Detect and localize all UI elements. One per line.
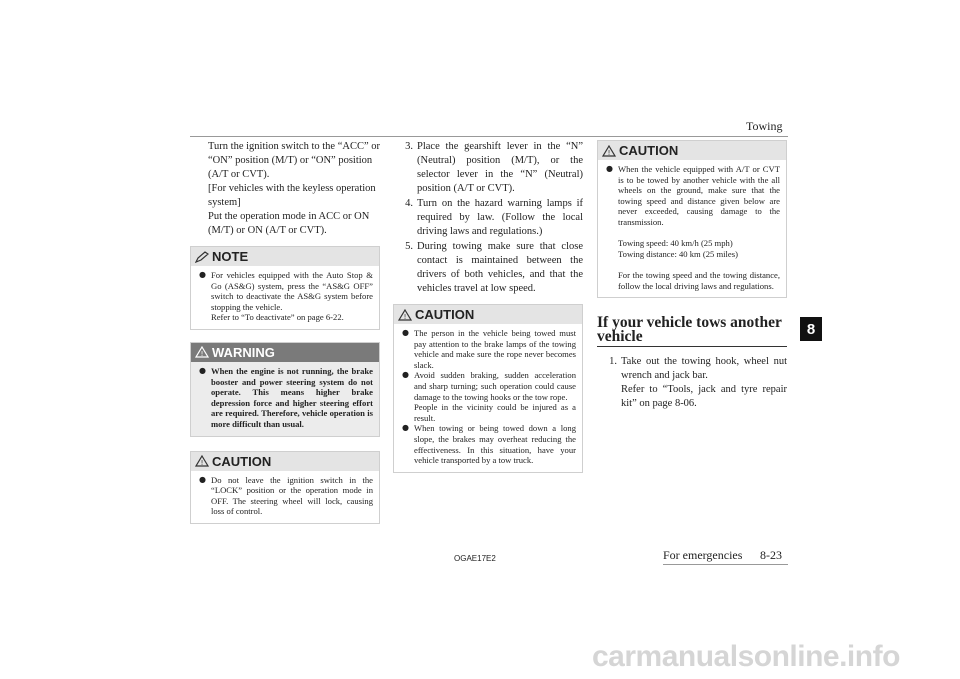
footer-chapter: For emergencies xyxy=(663,548,743,562)
note-pencil-icon xyxy=(195,251,209,263)
watermark-logo: carmanualsonline.info xyxy=(592,640,900,673)
step-item: 3. Place the gearshift lever in the “N” (Neutral) position (M/T), or the selector lever in the “N” (Neutral) position (A/T or CVT). xyxy=(405,141,583,194)
caution-bullet: ● When towing or being towed down a long slope, the brakes may overheat reducing the effectiveness. In this situation, have your vehicle transported by a tow truck. xyxy=(402,423,576,466)
bullet-icon: ● xyxy=(402,328,409,337)
caution-label: CAUTION xyxy=(415,307,475,322)
middle-column xyxy=(393,140,583,473)
intro-paragraph: Turn the ignition switch to the “ACC” or “ON” position (M/T) or “ON” position (A/T or CVT). [For vehicles with the keyless operation system] Put the operation mode in ACC or ON (M/T) or ON (A/T or CVT). xyxy=(208,141,380,236)
left-column xyxy=(190,140,380,524)
caution-bullet: ● Avoid sudden braking, sudden acceleration and sharp turning; such operation could cause damage to the towing hooks or the tow rope. People in the vicinity could be injured as a result. xyxy=(402,370,576,423)
caution-header xyxy=(191,452,379,471)
caution-bullet: ● The person in the vehicle being towed must pay attention to the brake lamps of the towing vehicle and make sure the rope never becomes slack. xyxy=(402,328,576,370)
caution-label: CAUTION xyxy=(212,453,272,469)
caution-label: CAUTION xyxy=(619,143,679,158)
svg-text:!: ! xyxy=(200,459,204,468)
note-label: NOTE xyxy=(212,249,249,264)
steps-list xyxy=(393,140,583,296)
caution-bullet: ● When the vehicle equipped with A/T or CVT is to be towed by another vehicle with the all wheels on the ground, make sure that the towing speed and distance given below are never exceeded, causing damage to the transmission. Towing speed: 40 km/h (25 mph) Towing distance: 40 km (25 miles) For the towing speed and the towing distance, follow the local driving laws and regulations. xyxy=(606,164,780,291)
caution-header xyxy=(598,141,786,160)
warning-box xyxy=(190,342,380,437)
note-bullet: ● For vehicles equipped with the Auto Stop & Go (AS&G) system, press the “AS&G OFF” switch to deactivate the AS&G system before stopping the vehicle. Refer to “To deactivate” on page 6-22. xyxy=(199,270,373,323)
document-code: OGAE17E2 xyxy=(454,554,496,563)
step-item: 5. During towing make sure that close contact is maintained between the drivers of both vehicles, and that the vehicles travel at low speed. xyxy=(405,241,583,294)
bullet-icon: ● xyxy=(199,474,206,484)
caution-bullet: ● Do not leave the ignition switch in the “LOCK” position or the operation mode in OFF. The steering wheel will lock, causing loss of control. xyxy=(199,474,373,517)
caution-header xyxy=(394,305,582,324)
caution-triangle-icon xyxy=(398,309,412,321)
bullet-icon: ● xyxy=(402,423,409,433)
towing-speed: Towing speed: 40 km/h (25 mph) xyxy=(618,238,733,249)
tools-reference: Refer to “Tools, jack and tyre repair kit” on page 8-06. xyxy=(621,384,787,410)
chapter-tab: 8 xyxy=(800,317,822,341)
warning-triangle-icon xyxy=(195,346,209,358)
bullet-icon: ● xyxy=(199,365,206,375)
caution-triangle-icon xyxy=(195,455,209,467)
right-column xyxy=(597,140,787,412)
footer-rule xyxy=(663,564,788,565)
running-header: Towing xyxy=(746,119,783,133)
note-reference: Refer to “To deactivate” on page 6-22. xyxy=(211,312,344,323)
section-title: If your vehicle tows another vehicle xyxy=(597,316,787,347)
bullet-icon: ● xyxy=(199,270,206,279)
warning-header xyxy=(191,343,379,362)
svg-text:!: ! xyxy=(607,148,611,157)
warning-label: WARNING xyxy=(212,344,275,360)
caution-triangle-icon xyxy=(602,145,616,157)
note-header xyxy=(191,247,379,266)
steps-list-right xyxy=(597,355,787,411)
header-rule xyxy=(190,136,788,137)
caution-box-middle xyxy=(393,304,583,473)
step-item: 4. Turn on the hazard warning lamps if required by law. (Follow the local driving laws and regulations.) xyxy=(405,198,583,237)
note-box xyxy=(190,246,380,330)
caution-box-right xyxy=(597,140,787,298)
svg-text:!: ! xyxy=(200,350,204,359)
warning-bullet: ● When the engine is not running, the brake booster and power steering system do not operate. This means higher brake depression force and higher steering effort are required. Therefore, vehicle operation is more difficult than usual. xyxy=(199,365,373,429)
svg-text:!: ! xyxy=(403,312,407,321)
page-number: 8-23 xyxy=(760,548,782,562)
step-item: 1. Take out the towing hook, wheel nut wrench and jack bar. Refer to “Tools, jack and tyre repair kit” on page 8-06. xyxy=(609,356,787,410)
bullet-icon: ● xyxy=(606,164,613,173)
bullet-icon: ● xyxy=(402,370,409,380)
towing-distance: Towing distance: 40 km (25 miles) xyxy=(618,248,738,259)
caution-box-left xyxy=(190,451,380,524)
